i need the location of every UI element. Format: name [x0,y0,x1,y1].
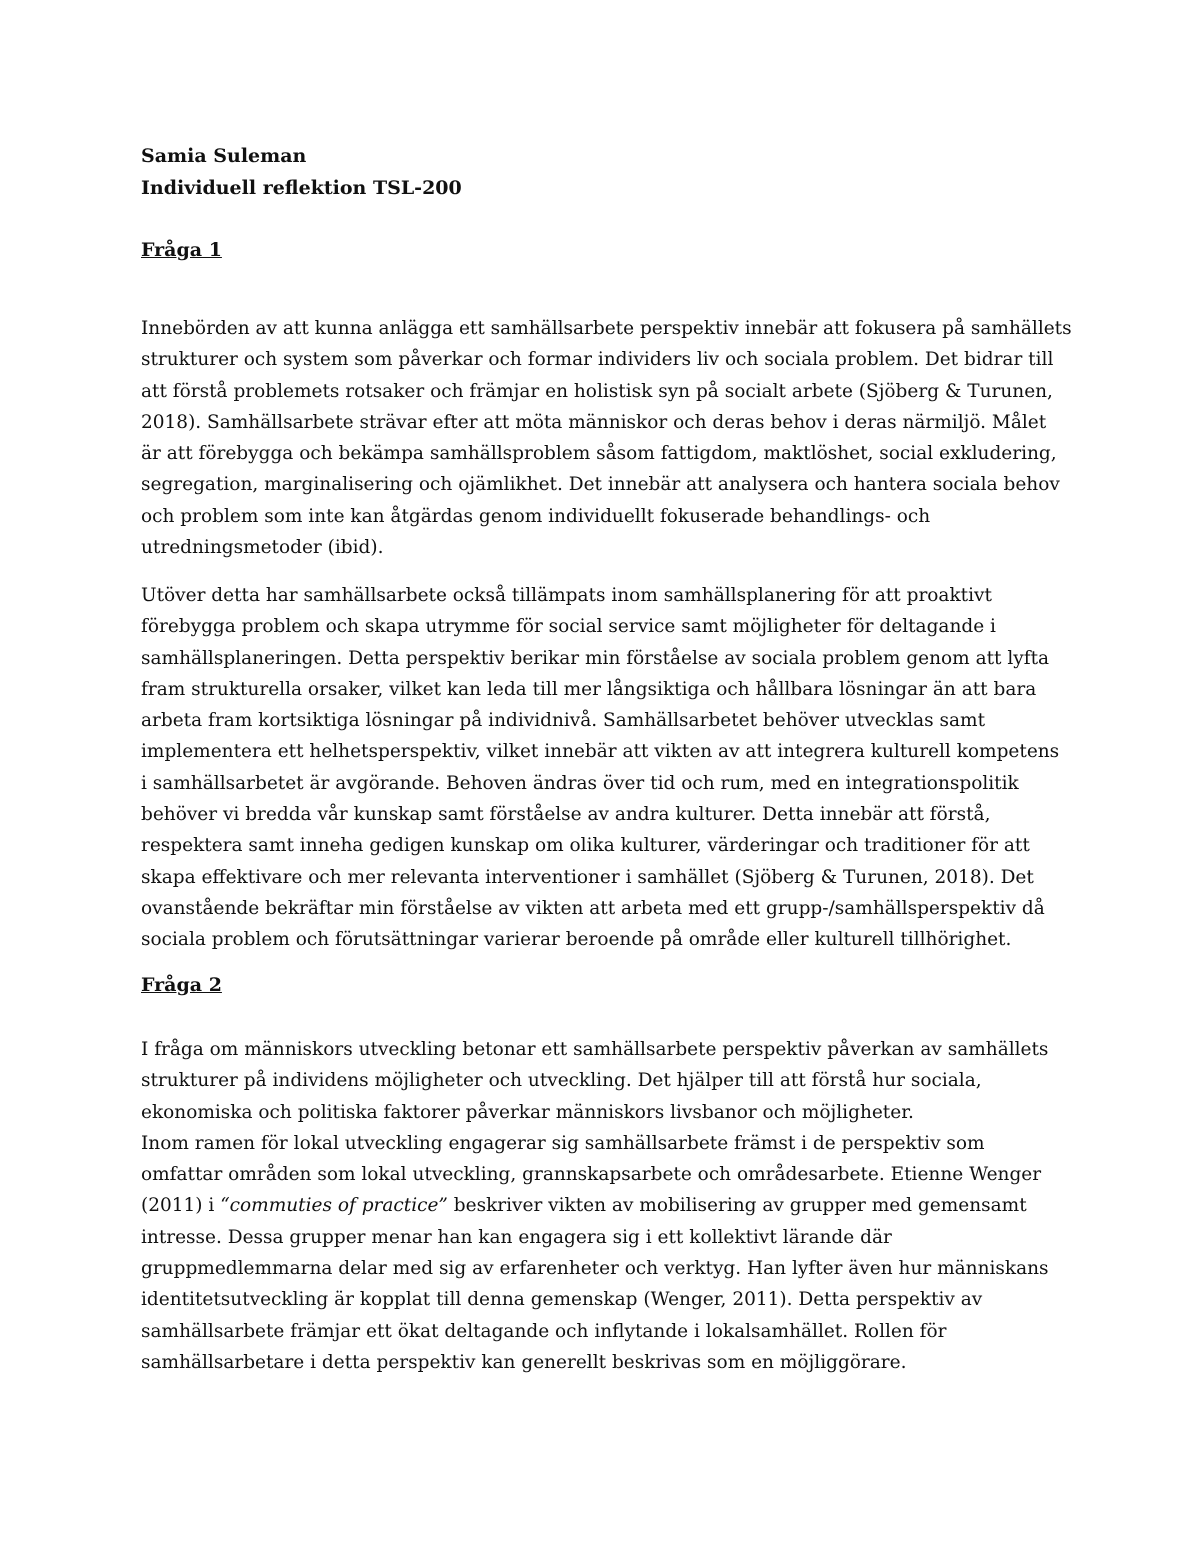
text-line: Utöver detta har samhällsarbete också tillämpats inom samhällsplanering för att proaktivt [141,585,992,606]
text-line: samhällsplaneringen. Detta perspektiv berikar min förståelse av sociala problem genom att lyfta [141,647,1050,669]
question-1-heading: Fråga 1 [141,239,222,261]
text-line: ekonomiska och politiska faktorer påverkar människors livsbanor och möjligheter. [141,1101,914,1123]
text-line: implementera ett helhetsperspektiv, vilket innebär att vikten av att integrera kulturell kompetens [141,741,1060,763]
text-line: är att förebygga och bekämpa samhällsproblem såsom fattigdom, maktlöshet, social exkludering, [141,443,1057,465]
text-line: fram strukturella orsaker, vilket kan leda till mer långsiktiga och hållbara lösningar än att bara [141,678,1037,700]
text-line: förebygga problem och skapa utrymme för social service samt möjligheter för deltagande i [141,616,996,638]
text-line: I fråga om människors utveckling betonar ett samhällsarbete perspektiv påverkan av samhällets [141,1039,1049,1060]
question-1-paragraph-1 [141,313,1091,563]
text-line: ovanstående bekräftar min förståelse av vikten att arbeta med ett grupp-/samhällsperspektiv då [141,897,1045,919]
text-line: arbeta fram kortsiktiga lösningar på individnivå. Samhällsarbetet behöver utvecklas samt [141,710,986,732]
question-2-heading: Fråga 2 [141,974,222,996]
text-line: strukturer på individens möjligheter och utveckling. Det hjälper till att förstå hur sociala, [141,1070,982,1092]
text-segment: (2011) i [141,1195,221,1217]
text-line: samhällsarbete främjar ett ökat deltagande och inflytande i lokalsamhället. Rollen för [141,1320,947,1342]
question-2-paragraph [141,1034,1091,1378]
text-line: skapa effektivare och mer relevanta interventioner i samhället (Sjöberg & Turunen, 2018). Det [141,866,1034,888]
text-line: gruppmedlemmarna delar med sig av erfarenheter och verktyg. Han lyfter även hur människans [141,1258,1049,1280]
text-line: att förstå problemets rotsaker och främjar en holistisk syn på socialt arbete (Sjöberg & Turunen, [141,380,1053,402]
text-line: sociala problem och förutsättningar varierar beroende på område eller kulturell tillhörighet. [141,929,1012,951]
document-title: Individuell reflektion TSL-200 [141,177,462,199]
text-line: respektera samt inneha gedigen kunskap om olika kulturer, värderingar och traditioner för att [141,835,1030,857]
text-line: Innebörden av att kunna anlägga ett samhällsarbete perspektiv innebär att fokusera på samhällets [141,318,1072,339]
italic-term: “commuties of practice” [220,1195,448,1217]
text-line: behöver vi bredda vår kunskap samt förståelse av andra kulturer. Detta innebär att förstå, [141,804,991,826]
text-line: intresse. Dessa grupper menar han kan engagera sig i ett kollektivt lärande där [141,1226,892,1248]
question-1-paragraph-2 [141,580,1091,956]
text-line: samhällsarbetare i detta perspektiv kan generellt beskrivas som en möjliggörare. [141,1351,907,1373]
author-name: Samia Suleman [141,145,307,167]
text-line: Inom ramen för lokal utveckling engagerar sig samhällsarbete främst i de perspektiv som [141,1132,985,1154]
text-line: omfattar områden som lokal utveckling, grannskapsarbete och områdesarbete. Etienne Wenger [141,1164,1042,1186]
text-segment: beskriver vikten av mobilisering av grupper med gemensamt [447,1195,1027,1217]
text-line-with-citation [141,1190,1091,1221]
text-line: i samhällsarbetet är avgörande. Behoven ändras över tid och rum, med en integrationspolitik [141,772,1019,794]
text-line: identitetsutveckling är kopplat till denna gemenskap (Wenger, 2011). Detta perspektiv av [141,1289,983,1311]
text-line: 2018). Samhällsarbete strävar efter att möta människor och deras behov i deras närmiljö. Målet [141,411,1047,433]
text-line: segregation, marginalisering och ojämlikhet. Det innebär att analysera och hantera sociala behov [141,474,1060,496]
text-line: strukturer och system som påverkar och formar individers liv och sociala problem. Det bidrar till [141,349,1054,371]
text-line: utredningsmetoder (ibid). [141,537,384,559]
text-line: och problem som inte kan åtgärdas genom individuellt fokuserade behandlings- och [141,505,931,527]
